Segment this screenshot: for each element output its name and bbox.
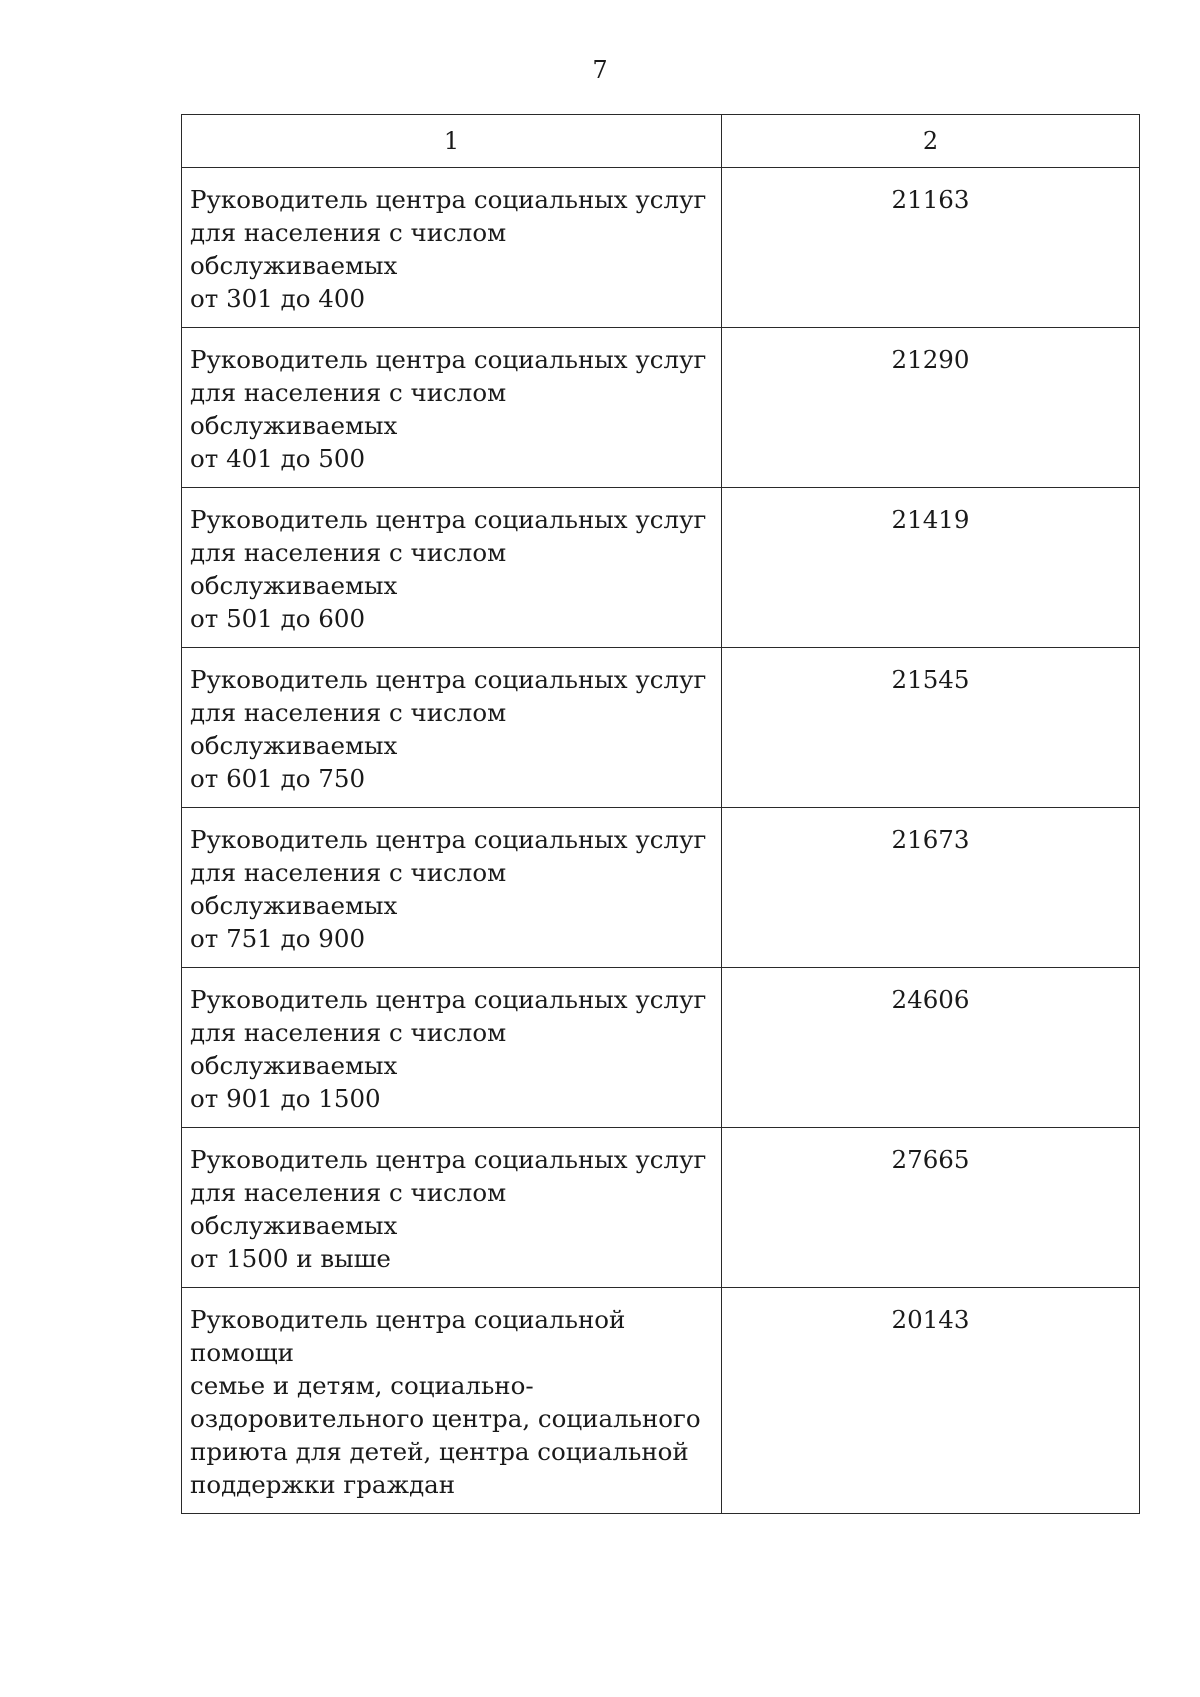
table-header bbox=[182, 115, 1140, 168]
value-cell: 21673 bbox=[722, 808, 1140, 968]
table-row bbox=[182, 328, 1140, 488]
position-cell: Руководитель центра социальных услуг для населения с числом обслуживаемых от 901 до 1500 bbox=[182, 968, 722, 1128]
value-cell: 21545 bbox=[722, 648, 1140, 808]
table-row bbox=[182, 1288, 1140, 1514]
value-cell: 27665 bbox=[722, 1128, 1140, 1288]
rates-table bbox=[181, 114, 1140, 1514]
position-cell: Руководитель центра социальных услуг для населения с числом обслуживаемых от 401 до 500 bbox=[182, 328, 722, 488]
position-cell: Руководитель центра социальных услуг для населения с числом обслуживаемых от 601 до 750 bbox=[182, 648, 722, 808]
value-cell: 21290 bbox=[722, 328, 1140, 488]
column-header-value: 2 bbox=[722, 115, 1140, 168]
page-number: 7 bbox=[592, 56, 608, 84]
value-cell: 21419 bbox=[722, 488, 1140, 648]
table-row bbox=[182, 168, 1140, 328]
table-row bbox=[182, 808, 1140, 968]
value-cell: 20143 bbox=[722, 1288, 1140, 1514]
table-row bbox=[182, 1128, 1140, 1288]
value-cell: 24606 bbox=[722, 968, 1140, 1128]
header-row bbox=[182, 115, 1140, 168]
position-cell: Руководитель центра социальных услуг для населения с числом обслуживаемых от 751 до 900 bbox=[182, 808, 722, 968]
position-cell: Руководитель центра социальных услуг для населения с числом обслуживаемых от 1500 и выше bbox=[182, 1128, 722, 1288]
table-row bbox=[182, 968, 1140, 1128]
value-cell: 21163 bbox=[722, 168, 1140, 328]
table-row bbox=[182, 488, 1140, 648]
position-cell: Руководитель центра социальных услуг для населения с числом обслуживаемых от 301 до 400 bbox=[182, 168, 722, 328]
table-body bbox=[182, 168, 1140, 1514]
column-header-position: 1 bbox=[182, 115, 722, 168]
position-cell: Руководитель центра социальной помощи семье и детям, социально- оздоровительного центра, социального приюта для детей, центра социальной поддержки граждан bbox=[182, 1288, 722, 1514]
table-row bbox=[182, 648, 1140, 808]
position-cell: Руководитель центра социальных услуг для населения с числом обслуживаемых от 501 до 600 bbox=[182, 488, 722, 648]
